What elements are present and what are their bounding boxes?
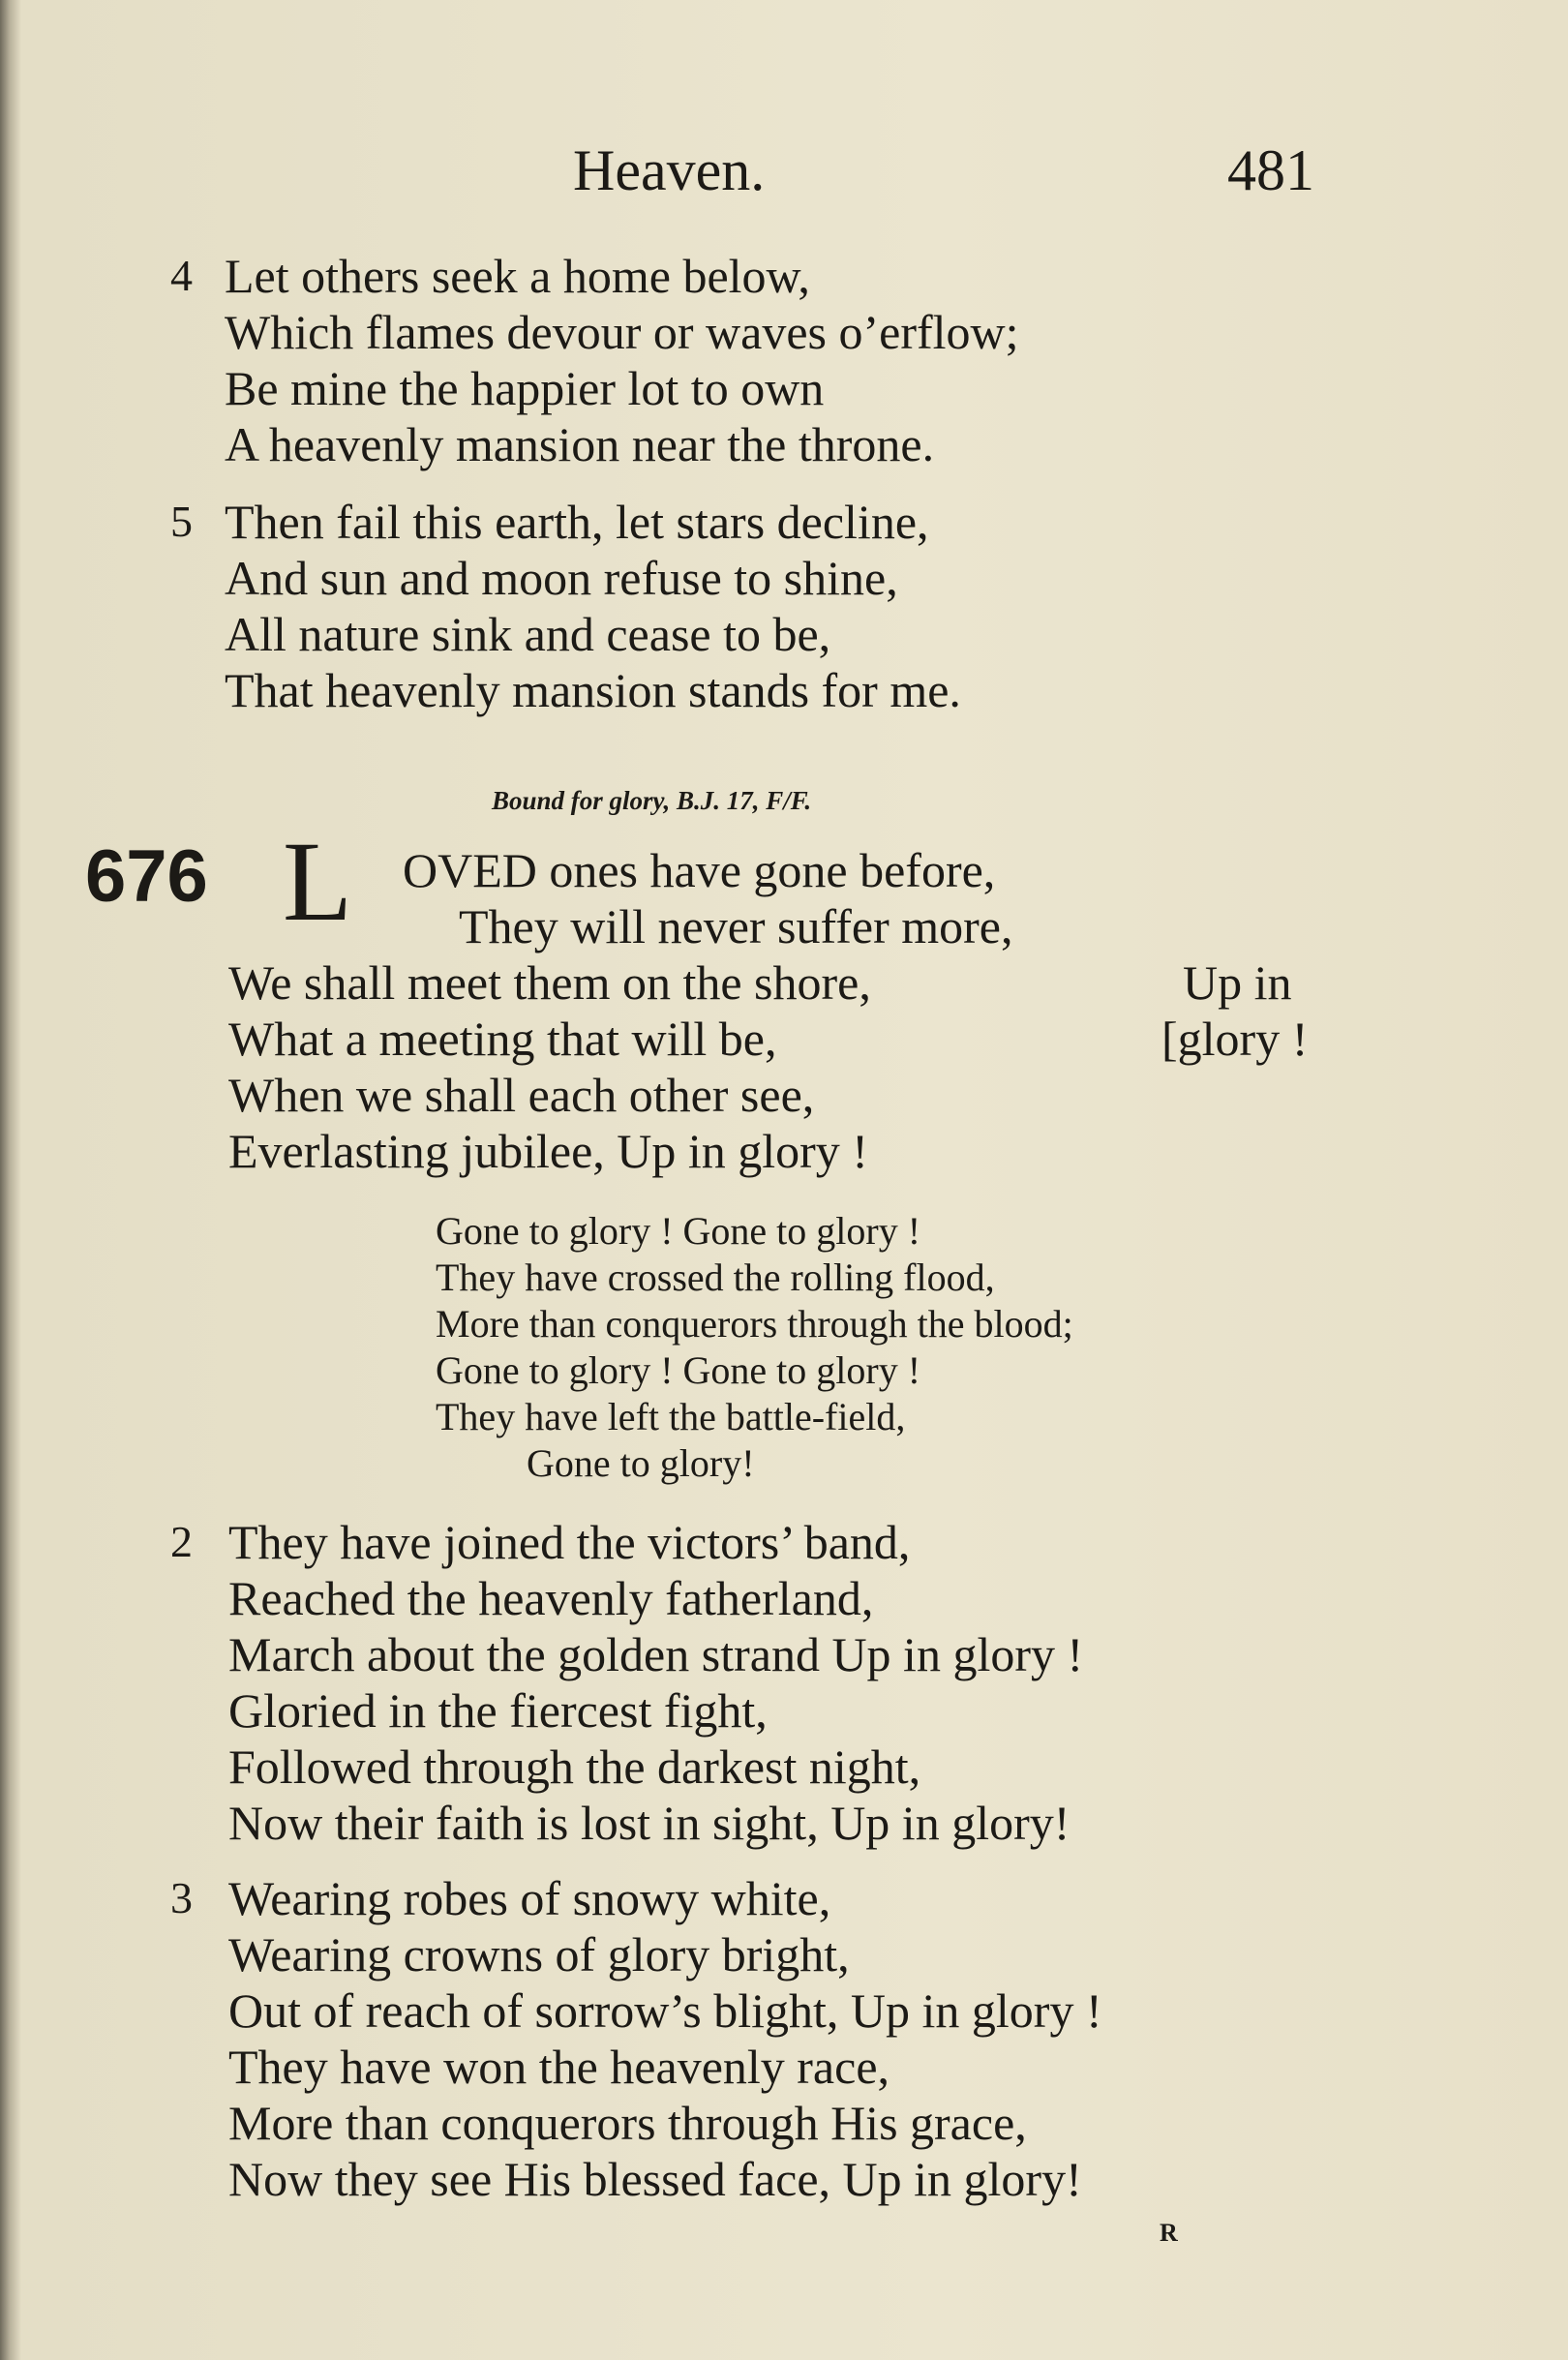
chorus-line: Gone to glory! xyxy=(527,1441,755,1485)
verse-line: Everlasting jubilee, Up in glory ! xyxy=(228,1124,868,1178)
verse-line: March about the golden strand Up in glory ! xyxy=(228,1627,1084,1681)
verse-line: Out of reach of sorrow’s blight, Up in glory ! xyxy=(228,1983,1102,2038)
verse-line: They have won the heavenly race, xyxy=(228,2040,890,2094)
running-head-title: Heaven. xyxy=(573,138,766,202)
stanza-line: And sun and moon refuse to shine, xyxy=(225,551,898,605)
chorus-line: They have crossed the rolling flood, xyxy=(436,1256,995,1299)
verse-line: Wearing robes of snowy white, xyxy=(228,1871,831,1925)
verse-line: When we shall each other see, xyxy=(228,1068,815,1122)
stanza-line: All nature sink and cease to be, xyxy=(225,607,831,661)
stanza-line: That heavenly mansion stands for me. xyxy=(225,663,961,717)
stanza-number: 2 xyxy=(170,1517,193,1566)
stanza-line: Which flames devour or waves o’erflow; xyxy=(225,305,1019,359)
hymn-number: 676 xyxy=(85,835,208,918)
stanza-number: 5 xyxy=(170,497,193,546)
stanza-line: A heavenly mansion near the throne. xyxy=(225,417,935,471)
stanza-line: Let others seek a home below, xyxy=(225,249,810,303)
chorus-line: Gone to glory ! Gone to glory ! xyxy=(436,1348,921,1392)
stanza-number: 3 xyxy=(170,1873,193,1922)
verse-line: Followed through the darkest night, xyxy=(228,1740,921,1794)
verse-line: They have joined the victors’ band, xyxy=(228,1515,911,1569)
verse-line: Now their faith is lost in sight, Up in glory! xyxy=(228,1796,1070,1850)
verse-line: Now they see His blessed face, Up in glory! xyxy=(228,2152,1082,2206)
chorus-line: They have left the battle-field, xyxy=(436,1395,906,1438)
verse-line: Gloried in the fiercest fight, xyxy=(228,1683,768,1738)
verse-line: Reached the heavenly fatherland, xyxy=(228,1571,874,1625)
verse-line: Wearing crowns of glory bright, xyxy=(228,1927,850,1982)
page-number: 481 xyxy=(1227,138,1314,202)
stanza-number: 4 xyxy=(170,251,193,300)
verse-line: They will never suffer more, xyxy=(459,899,1013,953)
chorus-line: More than conquerors through the blood; xyxy=(436,1302,1073,1346)
verse-line-turnover: [glory ! xyxy=(1161,1012,1309,1066)
stanza-line: Be mine the happier lot to own xyxy=(225,361,825,415)
tune-reference: Bound for glory, B.J. 17, F/F. xyxy=(492,786,812,815)
verse-line: We shall meet them on the shore, xyxy=(228,955,871,1010)
chorus-line: Gone to glory ! Gone to glory ! xyxy=(436,1209,921,1253)
verse-line: OVED ones have gone before, xyxy=(403,843,996,897)
verse-line: What a meeting that will be, xyxy=(228,1012,777,1066)
drop-cap: L xyxy=(283,818,353,945)
verse-line: More than conquerors through His grace, xyxy=(228,2096,1027,2150)
printer-signature-mark: R xyxy=(1160,2219,1178,2247)
stanza-line: Then fail this earth, let stars decline, xyxy=(225,495,929,549)
verse-line-run-on: Up in xyxy=(1183,955,1292,1010)
